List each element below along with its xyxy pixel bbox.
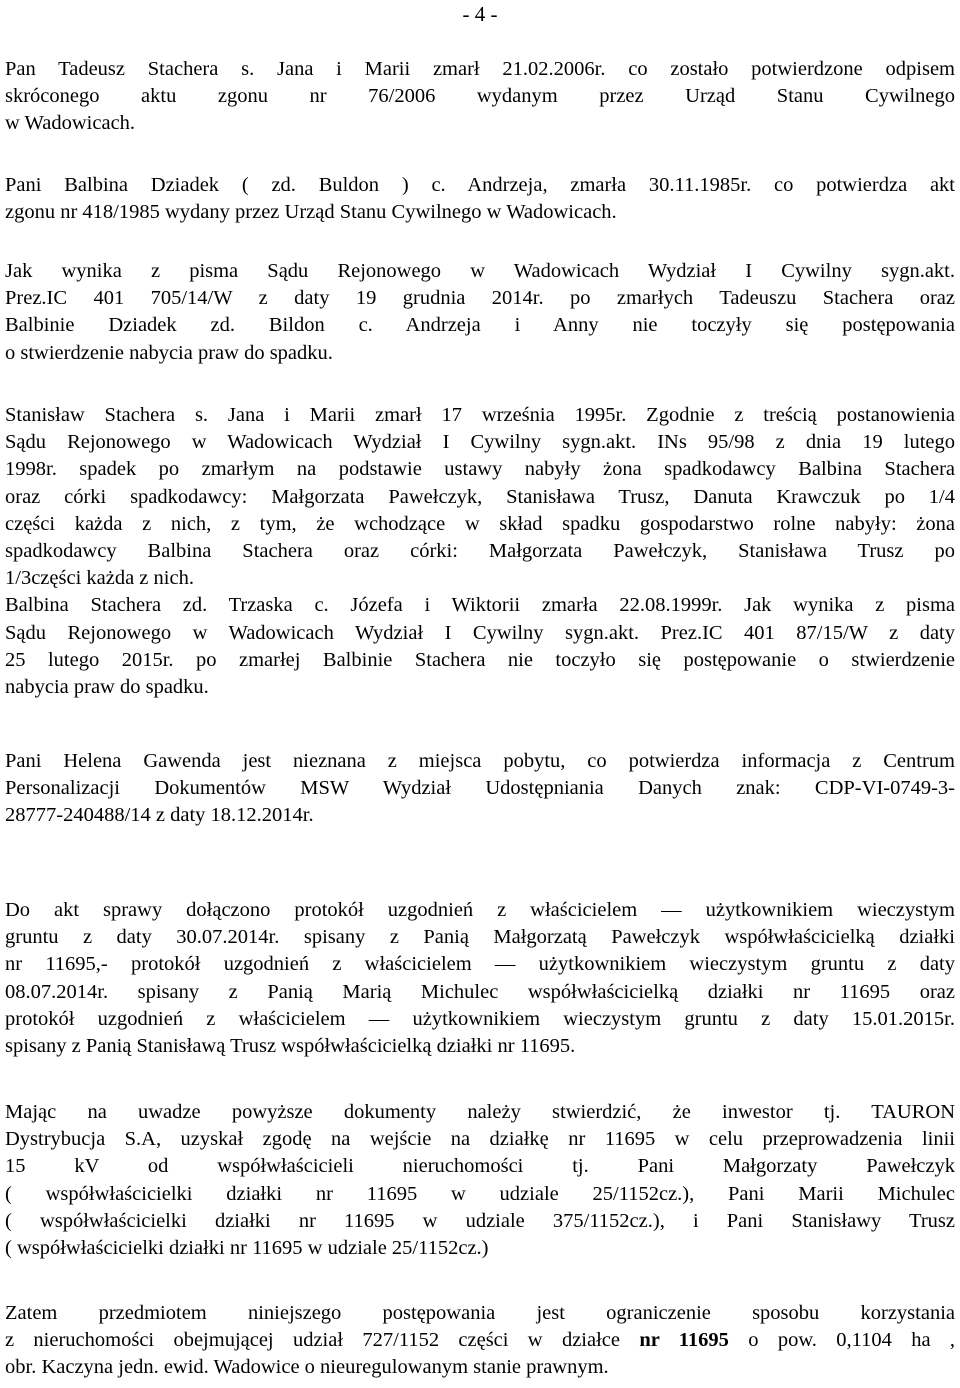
text-line: 28777-240488/14 z daty 18.12.2014r. [5, 804, 314, 827]
paragraph-p5 [5, 748, 955, 830]
paragraph-p8 [5, 1300, 955, 1382]
text-line: Pani Balbina Dziadek ( zd. Buldon ) c. Andrzeja, zmarła 30.11.1985r. co potwierdza akt [5, 174, 955, 196]
text-line: Zatem przedmiotem niniejszego postępowania jest ograniczenie sposobu korzystania [5, 1302, 955, 1324]
text-line: ( współwłaścicielki działki nr 11695 w udziale 375/1152cz.), i Pani Stanisławy Trusz [5, 1209, 955, 1232]
text-line: spadkodawcy Balbina Stachera oraz córki: Małgorzata Pawełczyk, Stanisława Trusz po [5, 539, 955, 562]
text-line: zgonu nr 418/1985 wydany przez Urząd Stanu Cywilnego w Wadowicach. [5, 201, 617, 224]
text-line: 15 kV od współwłaścicieli nieruchomości tj. Pani Małgorzaty Pawełczyk [5, 1155, 955, 1178]
paragraph-p7 [5, 1099, 955, 1262]
text-line: 25 lutego 2015r. po zmarłej Balbinie Stachera nie toczyło się postępowanie o stwierdzenie [5, 648, 955, 671]
paragraph-p4 [5, 402, 955, 701]
text-line: części każda z nich, z tym, że wchodzące w skład spadku gospodarstwo rolne nabyły: żona [5, 512, 955, 535]
text-line: skróconego aktu zgonu nr 76/2006 wydanym przez Urząd Stanu Cywilnego [5, 85, 955, 108]
text-line: Do akt sprawy dołączono protokół uzgodnień z właścicielem — użytkownikiem wieczystym [5, 899, 955, 921]
text-line: nr 11695,- protokół uzgodnień z właścicielem — użytkownikiem wieczystym gruntu z daty [5, 953, 955, 976]
text-line: Dystrybucja S.A, uzyskał zgodę na wejście na działkę nr 11695 w celu przeprowadzenia linii [5, 1128, 955, 1151]
text-segment: z nieruchomości obejmującej udział 727/1152 części w działce [5, 1329, 640, 1352]
text-line: gruntu z daty 30.07.2014r. spisany z Panią Małgorzatą Pawełczyk współwłaścicielką działki [5, 926, 955, 949]
text-line: Pani Helena Gawenda jest nieznana z miejsca pobytu, co potwierdza informacja z Centrum [5, 750, 955, 772]
text-line: Prez.IC 401 705/14/W z daty 19 grudnia 2014r. po zmarłych Tadeuszu Stachera oraz [5, 287, 955, 310]
paragraph-p1 [5, 56, 955, 138]
text-line: Pan Tadeusz Stachera s. Jana i Marii zmarł 21.02.2006r. co zostało potwierdzone odpisem [5, 58, 955, 80]
page-number: - 4 - [462, 2, 498, 26]
paragraph-p2 [5, 172, 955, 226]
text-line: ( współwłaścicielki działki nr 11695 w udziale 25/1152cz.) [5, 1236, 489, 1259]
text-line: Jak wynika z pisma Sądu Rejonowego w Wadowicach Wydział I Cywilny sygn.akt. [5, 260, 955, 282]
text-line: 1/3części każda z nich. [5, 567, 194, 590]
paragraph-p6 [5, 897, 955, 1060]
paragraph-p3 [5, 258, 955, 367]
text-line: Sądu Rejonowego w Wadowicach Wydział I Cywilny sygn.akt. INs 95/98 z dnia 19 lutego [5, 431, 955, 454]
text-line [5, 1327, 955, 1354]
text-line: Balbinie Dziadek zd. Bildon c. Andrzeja i Anny nie toczyły się postępowania [5, 314, 955, 337]
text-line: Sądu Rejonowego w Wadowicach Wydział I Cywilny sygn.akt. Prez.IC 401 87/15/W z daty [5, 621, 955, 644]
text-line: oraz córki spadkodawcy: Małgorzata Pawełczyk, Stanisława Trusz, Danuta Krawczuk po 1/4 [5, 485, 955, 508]
text-line: Stanisław Stachera s. Jana i Marii zmarł 17 września 1995r. Zgodnie z treścią postanowienia [5, 404, 955, 426]
text-line: o stwierdzenie nabycia praw do spadku. [5, 341, 333, 364]
text-line: Mając na uwadze powyższe dokumenty należy stwierdzić, że inwestor tj. TAURON [5, 1101, 955, 1123]
bold-text: nr 11695 [639, 1329, 729, 1352]
text-line: Personalizacji Dokumentów MSW Wydział Udostępniania Danych znak: CDP-VI-0749-3- [5, 777, 955, 800]
text-line: Balbina Stachera zd. Trzaska c. Józefa i Wiktorii zmarła 22.08.1999r. Jak wynika z pisma [5, 594, 955, 617]
text-line: ( współwłaścicielki działki nr 11695 w udziale 25/1152cz.), Pani Marii Michulec [5, 1182, 955, 1205]
text-line: 1998r. spadek po zmarłym na podstawie ustawy nabyły żona spadkodawcy Balbina Stachera [5, 458, 955, 481]
text-line: 08.07.2014r. spisany z Panią Marią Michulec współwłaścicielką działki nr 11695 oraz [5, 980, 955, 1003]
text-line: spisany z Panią Stanisławą Trusz współwłaścicielką działki nr 11695. [5, 1034, 576, 1057]
text-line: protokół uzgodnień z właścicielem — użytkownikiem wieczystym gruntu z daty 15.01.2015r. [5, 1007, 955, 1030]
text-segment: o pow. 0,1104 ha , [728, 1329, 956, 1352]
text-line: obr. Kaczyna jedn. ewid. Wadowice o nieuregulowanym stanie prawnym. [5, 1356, 609, 1379]
text-line: w Wadowicach. [5, 112, 136, 135]
text-line: nabycia praw do spadku. [5, 675, 209, 698]
